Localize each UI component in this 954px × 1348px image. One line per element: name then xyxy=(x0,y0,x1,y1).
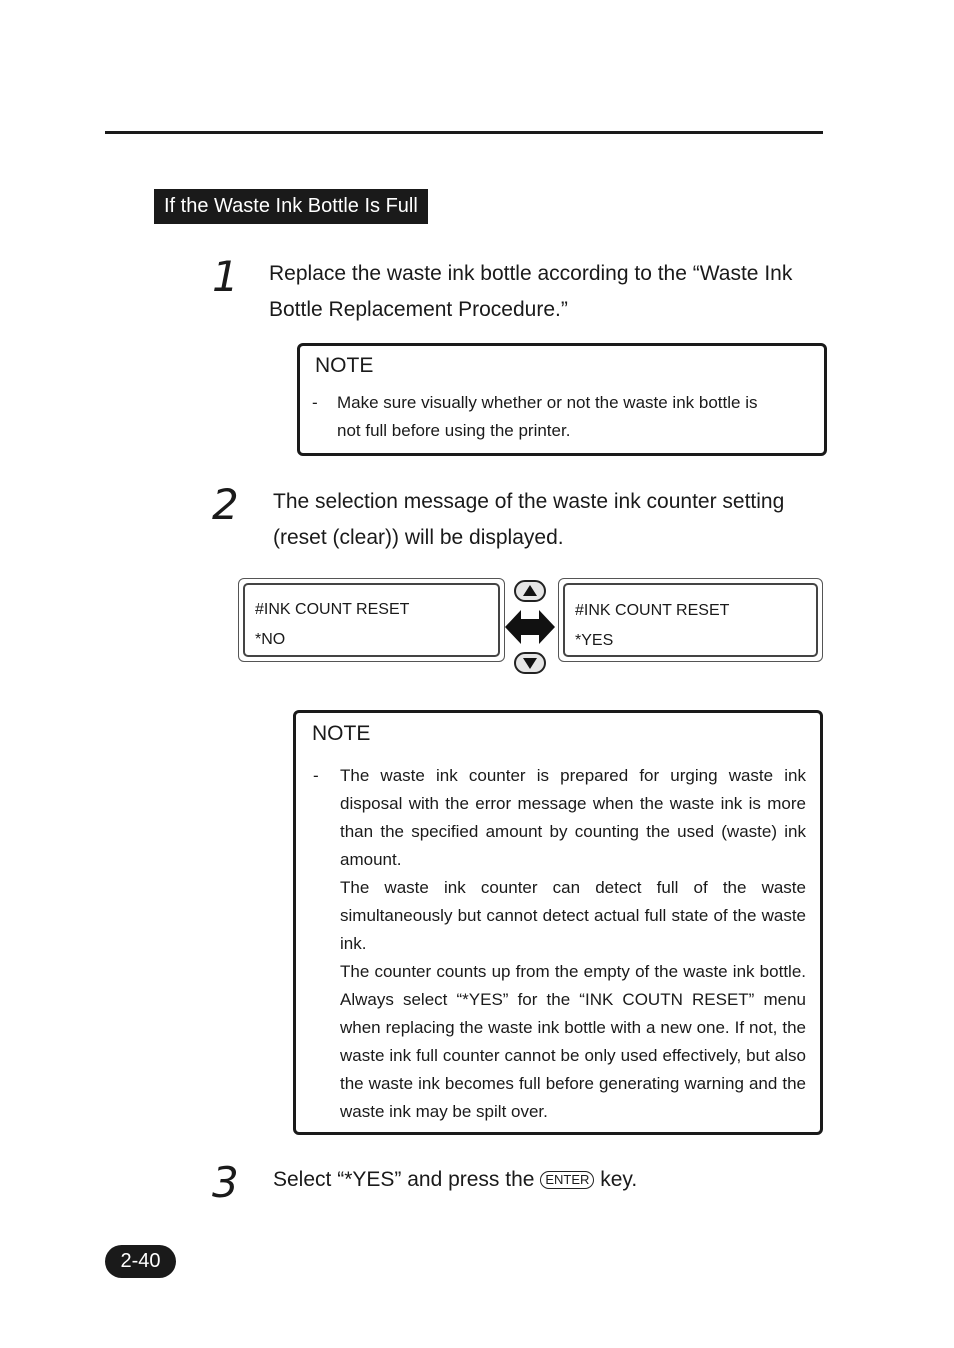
step-1-line-1: Replace the waste ink bottle according to the “Waste Ink xyxy=(269,262,793,285)
note-1-line-2: not full before using the printer. xyxy=(337,421,571,440)
note-1-text xyxy=(337,389,812,445)
double-arrow-icon xyxy=(504,607,556,647)
lcd-display-no xyxy=(238,578,505,662)
header-rule xyxy=(105,131,823,134)
step-2-number: 2 xyxy=(212,480,239,529)
note-1-title: NOTE xyxy=(315,354,374,377)
enter-key-icon: ENTER xyxy=(540,1171,594,1189)
note-2-dash: - xyxy=(313,766,319,785)
step-1-line-2: Bottle Replacement Procedure.” xyxy=(269,298,568,321)
section-title: If the Waste Ink Bottle Is Full xyxy=(154,189,428,224)
page-number: 2-40 xyxy=(105,1245,176,1278)
step-3-text xyxy=(273,1162,833,1198)
note-2-paragraph-3: The counter counts up from the empty of the waste ink bottle. Always select “*YES” for the “INK COUTN RESET” menu when replacing the waste ink bottle with a new one. If not, the waste ink full counter cannot be only used effectively, but also the waste ink becomes full before generating warning and the waste ink may be spilt over. xyxy=(340,962,806,1121)
step-3-number: 3 xyxy=(212,1158,239,1207)
lcd-no-line-2: *NO xyxy=(255,631,286,648)
note-2-paragraph-2: The waste ink counter can detect full of the waste simultaneously but cannot detect actual full state of the waste ink. xyxy=(340,878,806,953)
lcd-yes-line-1: #INK COUNT RESET xyxy=(575,602,730,619)
up-arrow-button[interactable] xyxy=(514,580,546,602)
lcd-no-line-1: #INK COUNT RESET xyxy=(255,601,410,618)
note-2-text xyxy=(340,762,806,1126)
step-1-number: 1 xyxy=(212,252,239,301)
step-2-line-1: The selection message of the waste ink counter setting xyxy=(273,490,785,513)
step-3-text-after: key. xyxy=(600,1168,638,1191)
triangle-up-icon xyxy=(516,582,544,600)
note-2-paragraph-1: The waste ink counter is prepared for urging waste ink disposal with the error message when the waste ink is more than the specified amount by counting the used (waste) ink amount. xyxy=(340,766,806,869)
step-2-line-2: (reset (clear)) will be displayed. xyxy=(273,526,564,549)
lcd-display-yes xyxy=(558,578,823,662)
note-1-line-1: Make sure visually whether or not the waste ink bottle is xyxy=(337,393,758,412)
step-2-text xyxy=(273,484,833,556)
down-arrow-button[interactable] xyxy=(514,652,546,674)
step-3-text-before: Select “*YES” and press the xyxy=(273,1168,535,1191)
note-box-1 xyxy=(297,343,827,456)
triangle-down-icon xyxy=(516,654,544,672)
note-box-2 xyxy=(293,710,823,1135)
lcd-yes-line-2: *YES xyxy=(575,632,614,649)
note-2-title: NOTE xyxy=(312,722,371,745)
note-1-dash: - xyxy=(312,393,318,412)
step-1-text xyxy=(269,256,829,328)
